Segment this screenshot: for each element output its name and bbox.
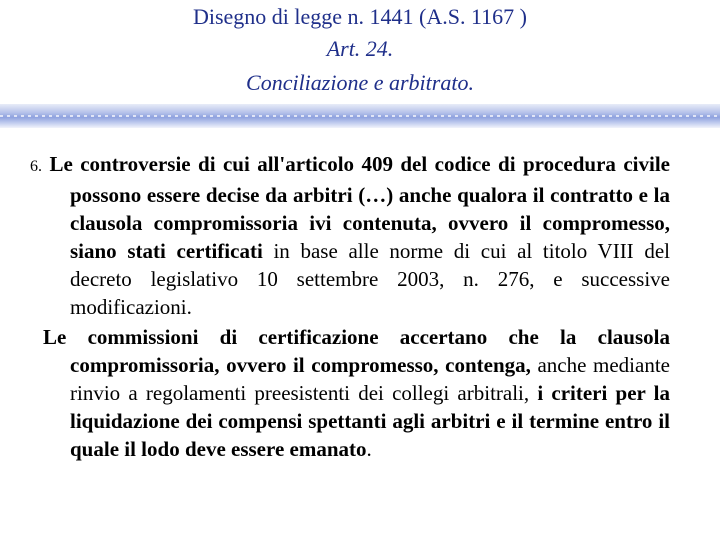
title-divider-band <box>0 104 720 128</box>
paragraph-6 <box>30 150 670 321</box>
paragraph-2-normal-text-1: anche mediante rinvio a regolamenti preesistenti dei collegi arbitrali, <box>70 353 670 405</box>
paragraph-2-normal-text-2: . <box>366 437 372 461</box>
article-number: Art. 24. <box>326 36 394 61</box>
paragraph-number: 6. <box>30 158 42 175</box>
article-heading: Conciliazione e arbitrato. <box>246 70 474 95</box>
paragraph-6-normal-text: in base alle norme di cui al titolo VIII del decreto legislativo 10 settembre 2003, n. 276, e successive modificazioni. <box>70 239 671 319</box>
paragraph-commissioni <box>30 323 670 463</box>
article-body <box>30 150 670 465</box>
paragraph-2-bold-text-2: i criteri per la liquidazione dei compensi spettanti agli arbitri e il termine entro il quale il lodo deve essere emanato <box>70 381 670 461</box>
paragraph-2-bold-text-1: Le commissioni di certificazione accertano che la clausola compromissoria, ovvero il compromesso, contenga, <box>43 325 670 377</box>
paragraph-6-bold-text: Le controversie di cui all'articolo 409 del codice di procedura civile possono essere decise da arbitri (…) anche qualora il contratto e la clausola compromissoria ivi contenuta, ovvero il compromesso, siano stati certificati <box>49 152 670 263</box>
bill-title: Disegno di legge n. 1441 (A.S. 1167 ) <box>192 4 528 29</box>
title-block <box>0 0 720 100</box>
